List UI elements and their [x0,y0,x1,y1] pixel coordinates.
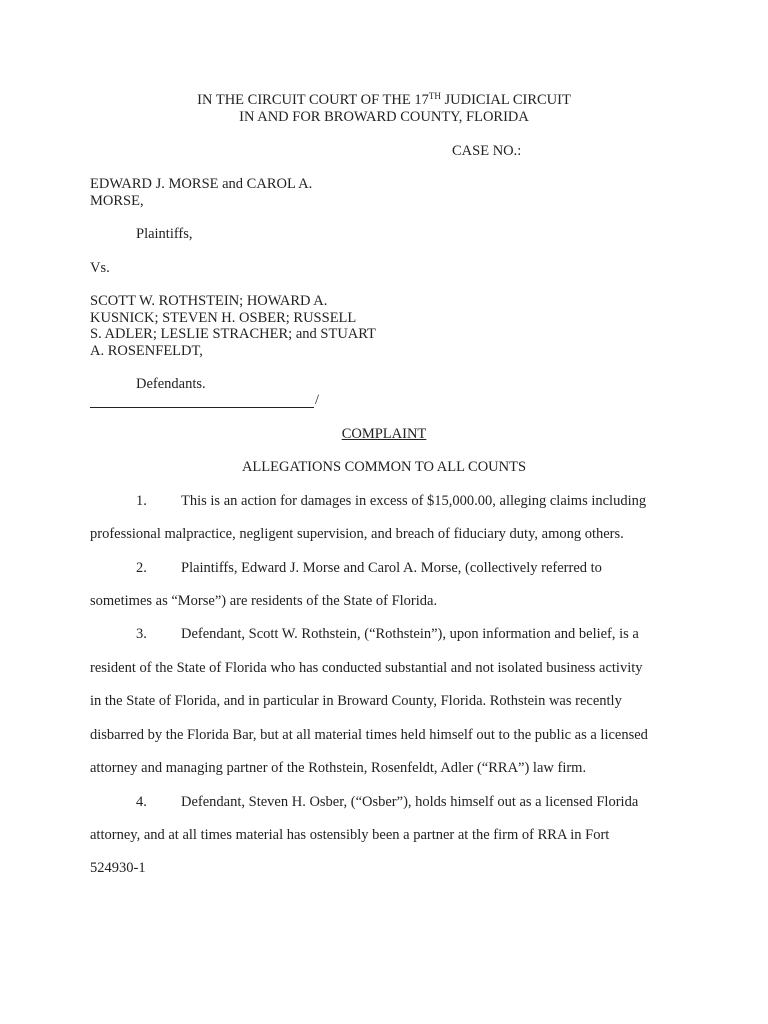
defendant-names-line2: KUSNICK; STEVEN H. OSBER; RUSSELL [90,310,357,326]
court-heading-line2: IN AND FOR BROWARD COUNTY, FLORIDA [239,109,529,125]
document-id-footer: 524930-1 [90,860,146,876]
defendant-names-line4: A. ROSENFELDT, [90,343,203,359]
versus-label: Vs. [90,260,110,276]
plaintiff-names-line2: MORSE, [90,193,144,209]
paragraph-first-line: This is an action for damages in excess of $15,000.00, alleging claims including [181,493,647,509]
paragraph-line: sometimes as “Morse”) are residents of the State of Florida. [90,593,438,609]
paragraph-line: professional malpractice, negligent supervision, and breach of fiduciary duty, among others. [90,526,624,542]
plaintiffs-label: Plaintiffs, [136,226,193,242]
defendant-names-line1: SCOTT W. ROTHSTEIN; HOWARD A. [90,293,328,309]
paragraph-first-line: Defendant, Steven H. Osber, (“Osber”), holds himself out as a licensed Florida [181,794,639,810]
paragraph-first-line: Defendant, Scott W. Rothstein, (“Rothstein”), upon information and belief, is a [181,626,639,642]
paragraph-line: attorney and managing partner of the Rothstein, Rosenfeldt, Adler (“RRA”) law firm. [90,760,587,776]
paragraph-number: 1. [136,493,147,509]
paragraph-number: 2. [136,560,147,576]
court-heading-line1: IN THE CIRCUIT COURT OF THE 17TH JUDICIAL CIRCUIT [197,91,571,108]
paragraph-first-line: Plaintiffs, Edward J. Morse and Carol A. Morse, (collectively referred to [181,560,602,576]
defendants-label: Defendants. [136,376,206,392]
paragraph-line: resident of the State of Florida who has conducted substantial and not isolated business activity [90,660,643,676]
paragraph-line: attorney, and at all times material has ostensibly been a partner at the firm of RRA in Fort [90,827,610,843]
paragraph-line: disbarred by the Florida Bar, but at all material times held himself out to the public as a licensed [90,727,648,743]
caption-slash: / [315,392,320,408]
caption-signature-rule [90,407,314,408]
defendant-names-line3: S. ADLER; LESLIE STRACHER; and STUART [90,326,376,342]
case-number-label: CASE NO.: [452,143,522,159]
section-heading: ALLEGATIONS COMMON TO ALL COUNTS [241,459,527,475]
paragraph-line: in the State of Florida, and in particular in Broward County, Florida. Rothstein was recently [90,693,622,709]
document-title: COMPLAINT [341,426,427,442]
plaintiff-names-line1: EDWARD J. MORSE and CAROL A. [90,176,313,192]
paragraph-number: 4. [136,794,147,810]
paragraph-number: 3. [136,626,147,642]
